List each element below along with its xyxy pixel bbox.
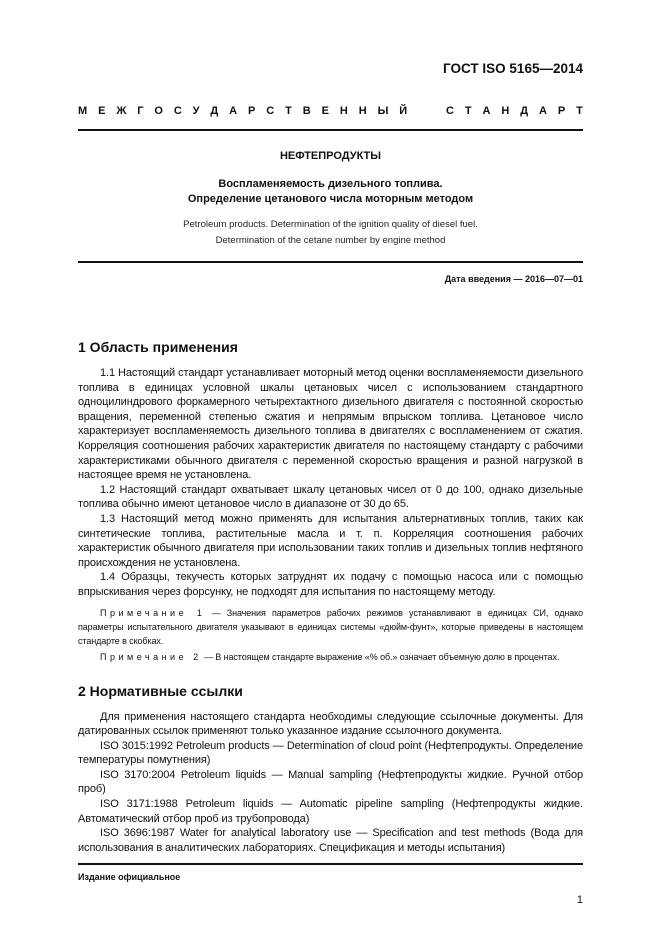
title-en-line2: Determination of the cetane number by engine method [215,235,446,246]
paragraph: 1.4 Образцы, текучесть которых затруднят их подачу с помощью насоса или с помощью впрыскивания через форсунку, не подходят для испытания по настоящему методу. [78,571,583,598]
edition-label: Издание официальное [78,872,181,883]
banner-letter: Г [137,105,144,117]
banner-letter: Е [321,105,329,117]
banner-letter: Н [339,105,348,117]
title-category: НЕФТЕПРОДУКТЫ [279,150,382,162]
banner-letter: А [229,105,238,117]
note-label: Примечание 1 [100,607,206,618]
banner-letter: Р [557,105,566,117]
paragraph: 1.3 Настоящий метод можно применять для испытания альтернативных топлив, таких как синтетические топлива, растительные масла и т. п. Корреляция соотношения рабочих характеристик обычного двигателя при использовании таких топлив и дизельных топлив нефтяного происхождения не установлена. [78,512,583,569]
reference-item: ISO 3696:1987 Water for analytical laboratory use — Specification and test methods (Вода для использования в аналитических лабораториях. Спецификация и методы испытания) [78,827,583,854]
banner-letter: Е [98,105,106,117]
banner-letter: А [539,105,547,117]
banner-letter: Т [285,105,292,117]
banner-letter: С [266,105,275,117]
section1-body [78,366,583,664]
banner-letter: У [192,105,200,117]
note-1 [78,606,583,648]
banner-letter: А [482,105,491,117]
banner-letter: Н [501,105,510,117]
banner-letter: Д [210,105,219,117]
banner-letter: О [154,105,163,117]
note-label: Примечание 2 [100,651,202,662]
page-number: 1 [576,894,583,907]
document-code: ГОСТ ISO 5165—2014 [443,61,583,76]
reference-item: ISO 3171:1988 Petroleum liquids — Automatic pipeline sampling (Нефтепродукты жидкие. Автоматический отбор проб из трубопровода) [78,798,583,825]
paragraph: Для применения настоящего стандарта необходимы следующие ссылочные документы. Для датированных ссылок применяют только указанное издание ссылочного документа. [78,710,583,738]
paragraph: 1.1 Настоящий стандарт устанавливает моторный метод оценки воспламеняемости дизельного топлива в единицах условной шкалы цетановых чисел с использованием стандартного одноцилиндрового форкамерного четырехтактного дизельного двигателя с постоянной скоростью вращения, переменной степенью сжатия и непрямым впрыском топлива. Цетановое число характеризует воспламеняемость дизельного топлива в двигателях с воспламенением от сжатия. Корреляция соотношения рабочих характеристик двигателя по настоящему стандарту с рабочими характеристиками обычного двигателя с переменной скоростью вращения и разной нагрузкой в настоящее время не установлена. [78,367,583,482]
note-text: — В настоящем стандарте выражение «% об.» означает объемную долю в процентах. [201,651,560,662]
document-body [78,0,583,947]
reference-item: ISO 3170:2004 Petroleum liquids — Manual sampling (Нефтепродукты жидкие. Ручной отбор проб) [78,768,583,796]
title-ru-line2: Определение цетанового числа моторным методом [187,193,474,205]
banner-letter: С [173,105,182,117]
banner-letter: Н [358,105,367,117]
intro-date: Дата введения — 2016—07—01 [444,274,583,284]
section1-heading: 1 Область применения [78,339,238,355]
footer-rule [78,863,583,865]
banner-letter: Д [520,105,529,117]
note-text: — Значения параметров рабочих режимов устанавливают в единицах СИ, однако параметры испытательного двигателя указывают в единицах системы «дюйм-фунт», которые приведены в настоящем стандарте в скобках. [78,607,583,646]
banner-letter: Ж [116,105,127,117]
banner-letter: Т [464,105,472,117]
reference-item: ISO 3015:1992 Petroleum products — Determination of cloud point (Нефтепродукты. Определение температуры помутнения) [78,739,583,767]
title-en-line1: Petroleum products. Determination of the ignition quality of diesel fuel. [183,219,478,230]
section2-body [78,710,583,856]
banner-letter: С [446,105,454,117]
banner-letter: Р [248,105,256,117]
title-ru-line1: Воспламеняемость дизельного топлива. [218,178,443,190]
banner-letter: М [78,105,88,117]
banner-letter: Й [399,105,408,117]
banner-letter: Т [576,105,583,117]
section2-heading: 2 Нормативные ссылки [78,682,243,699]
paragraph: 1.2 Настоящий стандарт охватывает шкалу цетановых чисел от 0 до 100, однако дизельные топлива обычно имеют цетановое число в диапазоне от 30 до 65. [78,483,583,511]
banner-letter: В [302,105,311,117]
banner-letter: Ы [377,105,389,117]
note-2 [78,650,583,664]
